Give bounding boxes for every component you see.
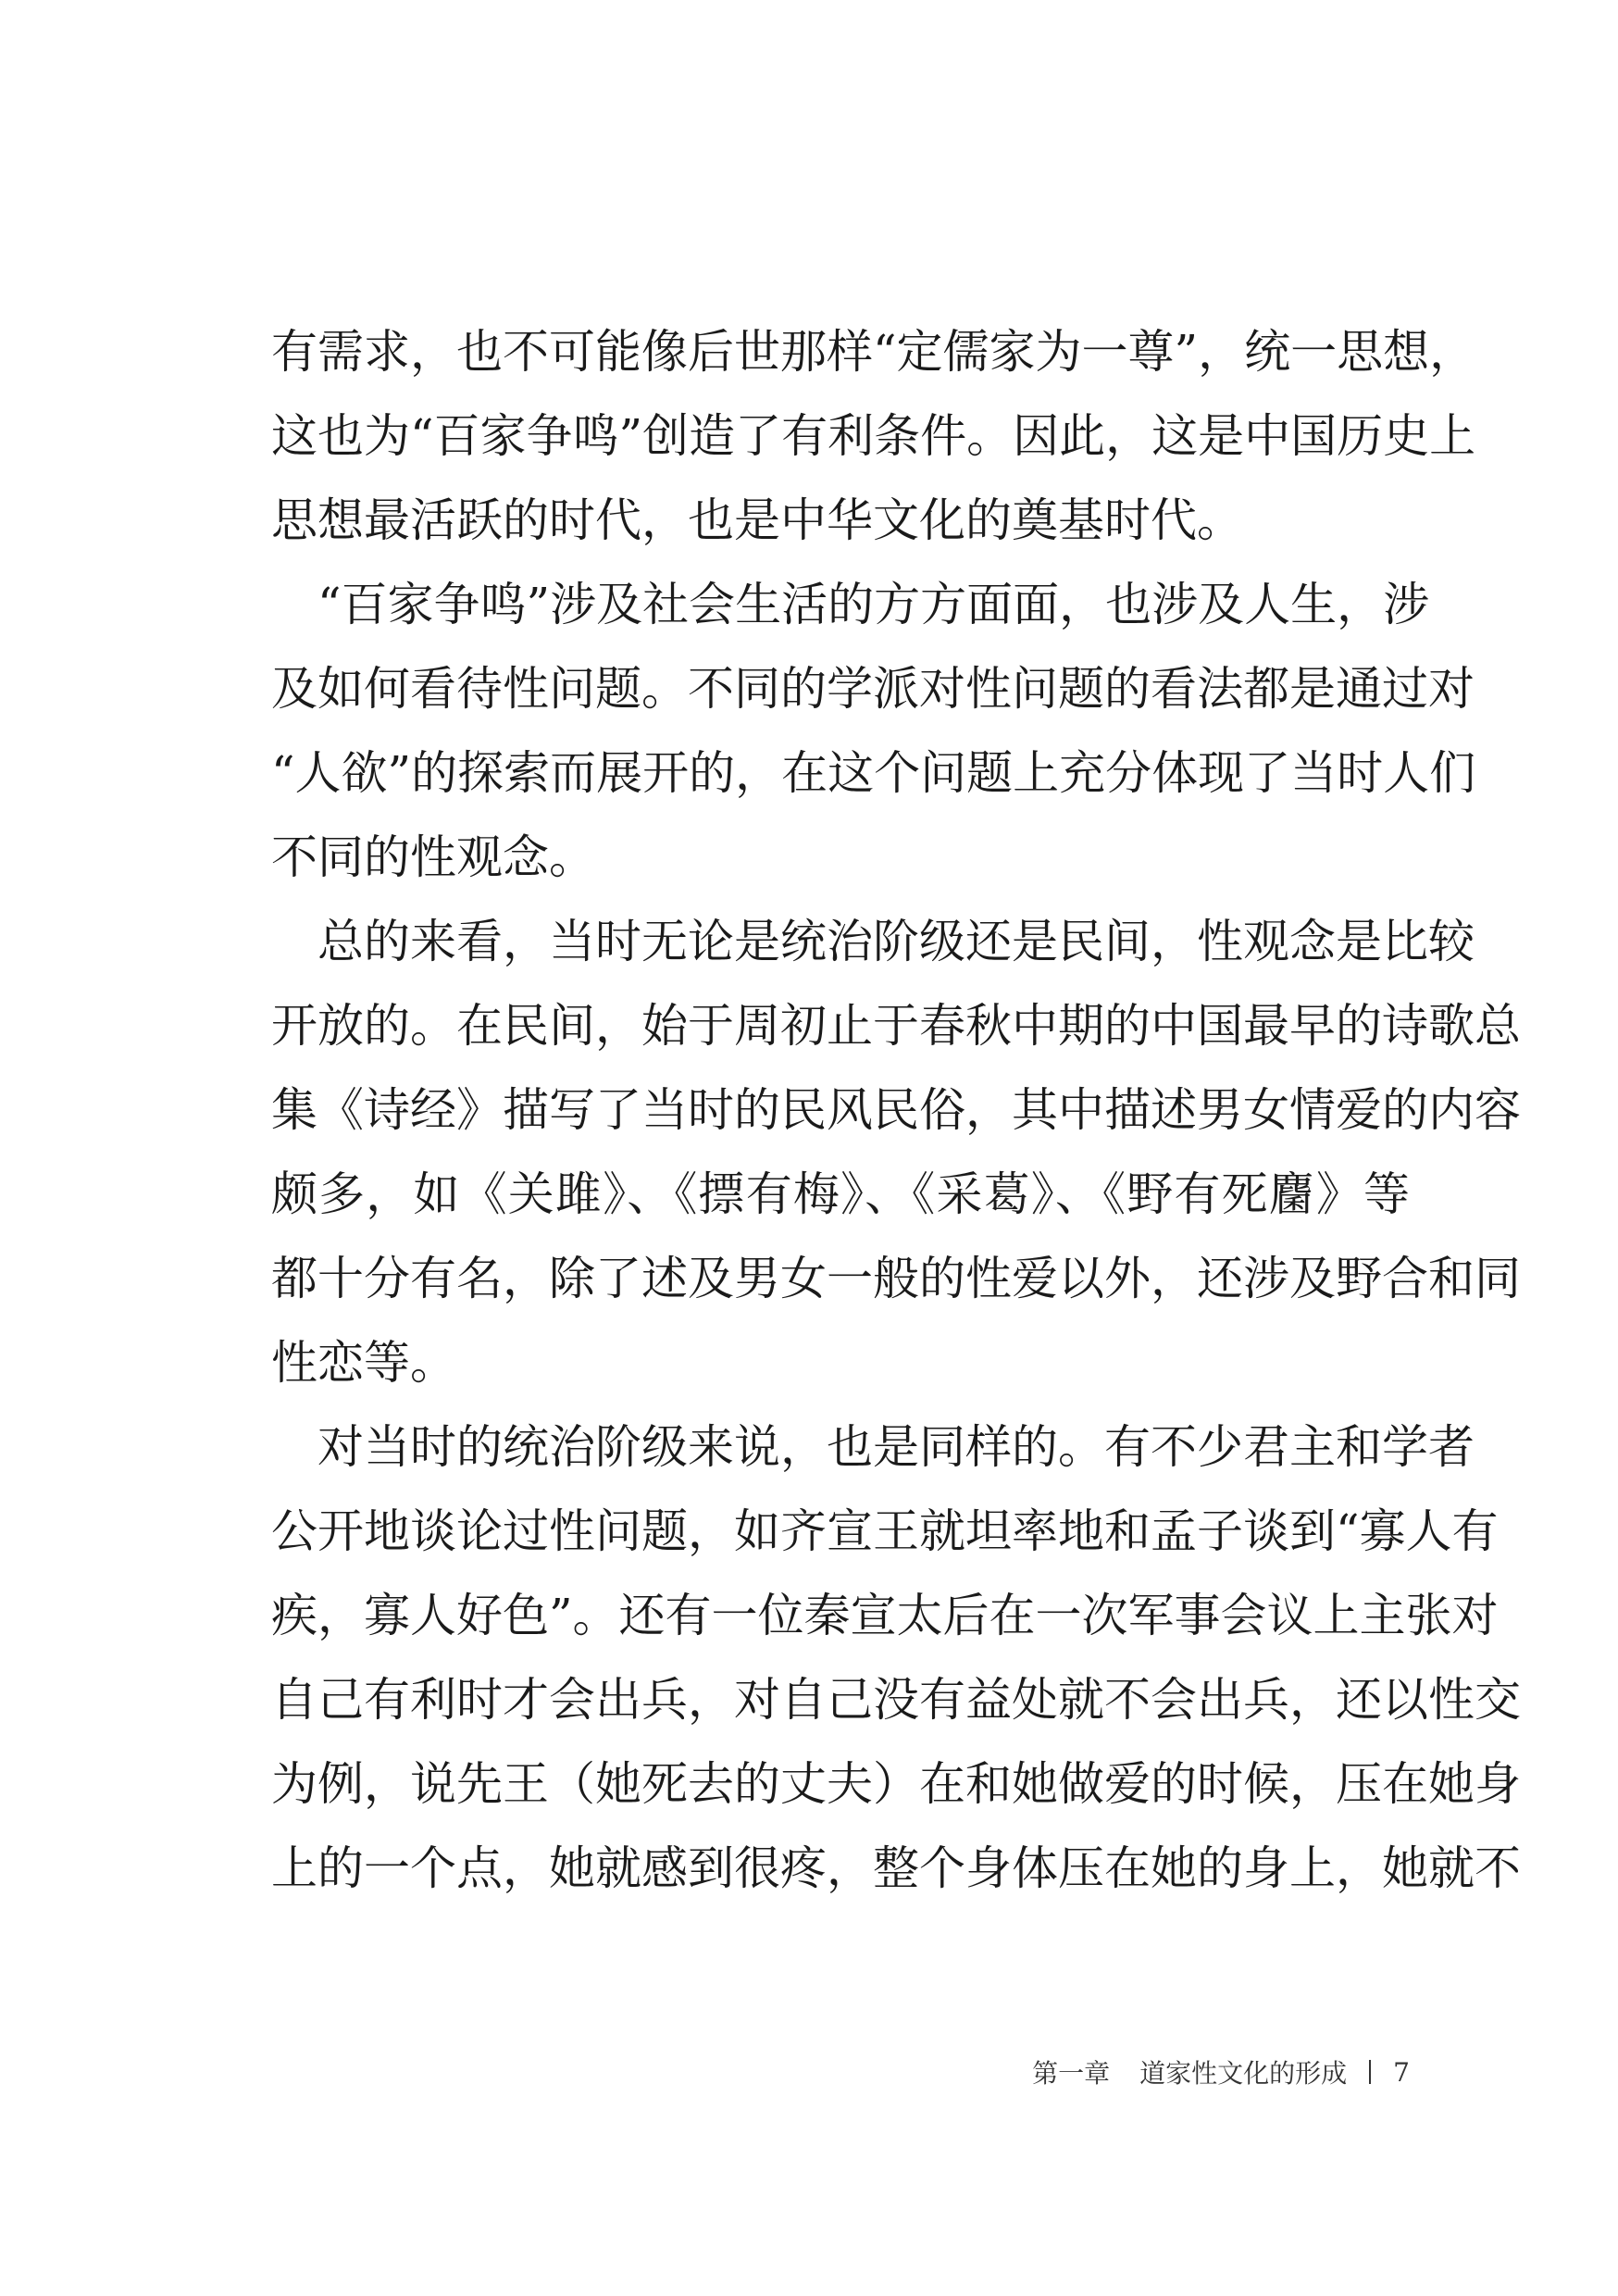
body-text <box>271 310 1521 1911</box>
text-line: 思想最活跃的时代，也是中华文化的奠基时代。 <box>271 493 1243 547</box>
text-line: 及如何看待性问题。不同的学派对性问题的看法都是通过对 <box>271 662 1475 716</box>
text-line: 为例，说先王（她死去的丈夫）在和她做爱的时候，压在她身 <box>271 1757 1521 1811</box>
text-line: 性恋等。 <box>271 1336 456 1390</box>
text-line: 对当时的统治阶级来说，也是同样的。有不少君主和学者 <box>271 1420 1475 1474</box>
text-line: 有需求，也不可能像后世那样“定儒家为一尊”，统一思想， <box>271 325 1476 379</box>
page-number: 7 <box>1393 2056 1410 2088</box>
text-line: “百家争鸣”涉及社会生活的方方面面，也涉及人生，涉 <box>271 578 1430 631</box>
text-line: 这也为“百家争鸣”创造了有利条件。因此，这是中国历史上 <box>271 409 1476 463</box>
text-line: 疾，寡人好色”。还有一位秦宣太后在一次军事会议上主张对 <box>271 1589 1499 1642</box>
text-line: 都十分有名，除了述及男女一般的性爱以外，还涉及野合和同 <box>271 1252 1521 1305</box>
text-line: 公开地谈论过性问题，如齐宣王就坦率地和孟子谈到“寡人有 <box>271 1504 1499 1558</box>
footer-chapter-title: 道家性文化的形成 <box>1139 2058 1348 2089</box>
text-line: 总的来看，当时无论是统治阶级还是民间，性观念是比较 <box>271 915 1475 968</box>
text-line: 自己有利时才会出兵，对自己没有益处就不会出兵，还以性交 <box>271 1673 1521 1727</box>
text-line: 颇多，如《关雎》、《摽有梅》、《采葛》、《野有死麕》等 <box>271 1167 1410 1221</box>
page-footer <box>1032 2053 1410 2090</box>
text-line: 不同的性观念。 <box>271 830 595 884</box>
footer-chapter: 第一章 <box>1032 2058 1111 2089</box>
footer-divider <box>1369 2060 1371 2084</box>
text-line: 开放的。在民间，始于周初止于春秋中期的中国最早的诗歌总 <box>271 999 1521 1053</box>
text-line: 上的一个点，她就感到很疼，整个身体压在她的身上，她就不 <box>271 1841 1521 1895</box>
text-line: 集《诗经》描写了当时的民风民俗，其中描述男女情爱的内容 <box>271 1083 1521 1137</box>
text-line: “人欲”的探索而展开的，在这个问题上充分体现了当时人们 <box>271 746 1476 800</box>
